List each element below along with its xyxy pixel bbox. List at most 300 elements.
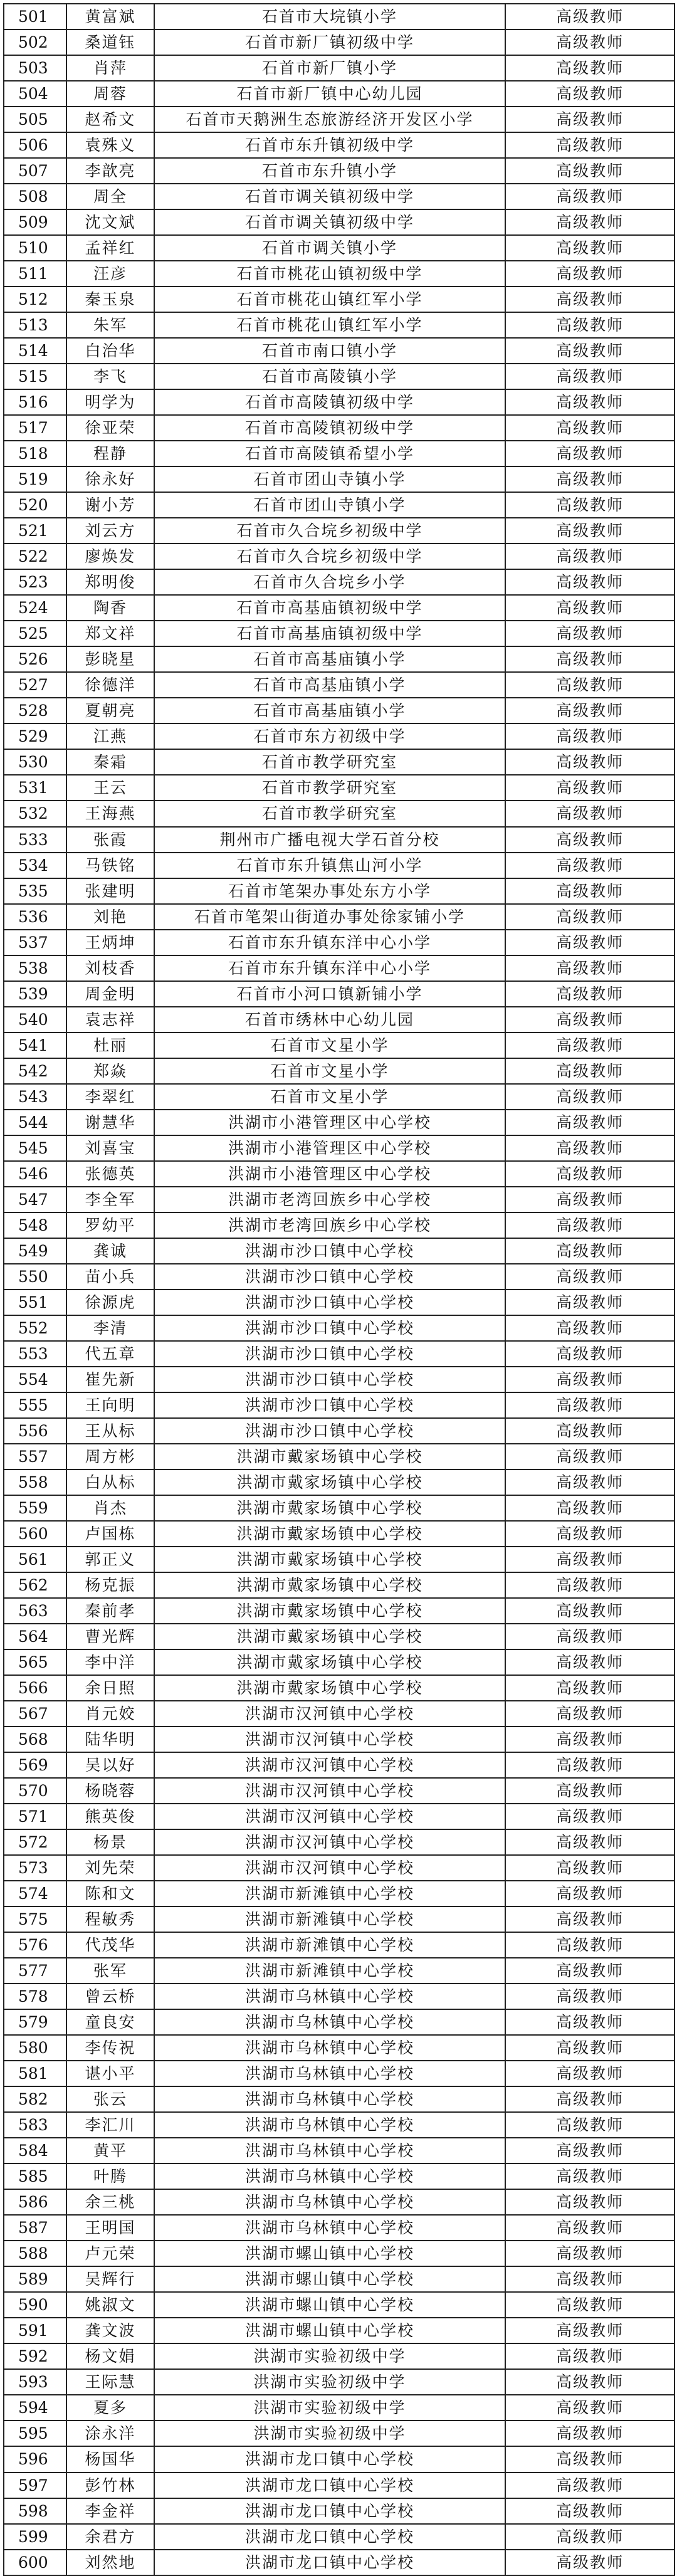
title-level-cell: 高级教师: [505, 466, 674, 492]
row-number-cell: 569: [4, 1752, 66, 1778]
title-level-cell: 高级教师: [505, 1598, 674, 1624]
row-number-cell: 577: [4, 1958, 66, 1984]
teacher-name-cell: 李全军: [66, 1187, 154, 1212]
title-level-cell: 高级教师: [505, 1264, 674, 1290]
title-level-cell: 高级教师: [505, 1649, 674, 1675]
title-level-cell: 高级教师: [505, 1932, 674, 1958]
school-name-cell: 石首市东升镇东洋中心小学: [154, 930, 505, 955]
row-number-cell: 517: [4, 415, 66, 441]
table-row: [4, 646, 674, 672]
table-row: [4, 1572, 674, 1598]
school-name-cell: 洪湖市戴家场镇中心学校: [154, 1624, 505, 1649]
teacher-name-cell: 吴以好: [66, 1752, 154, 1778]
table-row: [4, 2163, 674, 2189]
table-row: [4, 1212, 674, 1238]
title-level-cell: 高级教师: [505, 1547, 674, 1572]
teacher-name-cell: 王云: [66, 775, 154, 801]
table-row: [4, 2086, 674, 2112]
school-name-cell: 石首市久合垸乡初级中学: [154, 544, 505, 569]
school-name-cell: 洪湖市老湾回族乡中心学校: [154, 1187, 505, 1212]
school-name-cell: 洪湖市乌林镇中心学校: [154, 2009, 505, 2035]
row-number-cell: 521: [4, 518, 66, 544]
teacher-name-cell: 明学为: [66, 389, 154, 415]
school-name-cell: 洪湖市乌林镇中心学校: [154, 1984, 505, 2009]
title-level-cell: 高级教师: [505, 1238, 674, 1264]
school-name-cell: 石首市东方初级中学: [154, 723, 505, 749]
row-number-cell: 584: [4, 2138, 66, 2163]
school-name-cell: 石首市南口镇小学: [154, 338, 505, 364]
title-level-cell: 高级教师: [505, 1135, 674, 1161]
school-name-cell: 石首市调关镇初级中学: [154, 184, 505, 209]
row-number-cell: 515: [4, 364, 66, 389]
teacher-name-cell: 陆华明: [66, 1727, 154, 1752]
table-row: [4, 158, 674, 184]
teacher-name-cell: 彭竹林: [66, 2473, 154, 2498]
row-number-cell: 534: [4, 853, 66, 878]
row-number-cell: 599: [4, 2524, 66, 2550]
teacher-name-cell: 卢元荣: [66, 2241, 154, 2266]
row-number-cell: 592: [4, 2343, 66, 2369]
title-level-cell: 高级教师: [505, 646, 674, 672]
school-name-cell: 石首市高陵镇初级中学: [154, 389, 505, 415]
school-name-cell: 洪湖市戴家场镇中心学校: [154, 1547, 505, 1572]
teacher-name-cell: 杨景: [66, 1829, 154, 1855]
title-level-cell: 高级教师: [505, 415, 674, 441]
title-level-cell: 高级教师: [505, 2061, 674, 2086]
teacher-name-cell: 郑明俊: [66, 569, 154, 595]
teacher-name-cell: 刘先荣: [66, 1855, 154, 1881]
school-name-cell: 洪湖市乌林镇中心学校: [154, 2112, 505, 2138]
table-row: [4, 2189, 674, 2215]
teacher-name-cell: 余君方: [66, 2524, 154, 2550]
school-name-cell: 石首市高陵镇小学: [154, 364, 505, 389]
title-level-cell: 高级教师: [505, 1778, 674, 1804]
row-number-cell: 523: [4, 569, 66, 595]
table-row: [4, 1392, 674, 1418]
table-row: [4, 775, 674, 801]
title-level-cell: 高级教师: [505, 595, 674, 621]
school-name-cell: 洪湖市老湾回族乡中心学校: [154, 1212, 505, 1238]
school-name-cell: 洪湖市实验初级中学: [154, 2369, 505, 2395]
school-name-cell: 石首市绣林中心幼儿园: [154, 1007, 505, 1033]
title-level-cell: 高级教师: [505, 2086, 674, 2112]
teacher-name-cell: 王海燕: [66, 801, 154, 826]
title-level-cell: 高级教师: [505, 981, 674, 1007]
school-name-cell: 石首市调关镇小学: [154, 235, 505, 261]
title-level-cell: 高级教师: [505, 158, 674, 184]
teacher-name-cell: 李传祝: [66, 2035, 154, 2061]
table-row: [4, 2343, 674, 2369]
row-number-cell: 580: [4, 2035, 66, 2061]
row-number-cell: 572: [4, 1829, 66, 1855]
table-row: [4, 1675, 674, 1701]
table-row: [4, 415, 674, 441]
school-name-cell: 洪湖市沙口镇中心学校: [154, 1264, 505, 1290]
school-name-cell: 洪湖市小港管理区中心学校: [154, 1110, 505, 1135]
title-level-cell: 高级教师: [505, 1906, 674, 1932]
table-row: [4, 1752, 674, 1778]
school-name-cell: 石首市新厂镇小学: [154, 55, 505, 81]
title-level-cell: 高级教师: [505, 29, 674, 55]
row-number-cell: 501: [4, 4, 66, 29]
teacher-name-cell: 朱军: [66, 312, 154, 338]
table-row: [4, 1264, 674, 1290]
teacher-name-cell: 廖焕发: [66, 544, 154, 569]
title-level-cell: 高级教师: [505, 2369, 674, 2395]
row-number-cell: 539: [4, 981, 66, 1007]
row-number-cell: 564: [4, 1624, 66, 1649]
table-row: [4, 1033, 674, 1058]
table-row: [4, 364, 674, 389]
row-number-cell: 522: [4, 544, 66, 569]
teacher-name-cell: 孟祥红: [66, 235, 154, 261]
row-number-cell: 510: [4, 235, 66, 261]
title-level-cell: 高级教师: [505, 1033, 674, 1058]
table-row: [4, 29, 674, 55]
row-number-cell: 582: [4, 2086, 66, 2112]
teacher-name-cell: 江燕: [66, 723, 154, 749]
teacher-name-cell: 王际慧: [66, 2369, 154, 2395]
table-row: [4, 2446, 674, 2472]
table-row: [4, 466, 674, 492]
row-number-cell: 565: [4, 1649, 66, 1675]
table-row: [4, 2498, 674, 2524]
title-level-cell: 高级教师: [505, 1084, 674, 1110]
teacher-name-cell: 龚文波: [66, 2318, 154, 2343]
school-name-cell: 石首市教学研究室: [154, 775, 505, 801]
table-row: [4, 1701, 674, 1727]
title-level-cell: 高级教师: [505, 1804, 674, 1829]
row-number-cell: 596: [4, 2446, 66, 2472]
table-row: [4, 2112, 674, 2138]
title-level-cell: 高级教师: [505, 1187, 674, 1212]
row-number-cell: 527: [4, 672, 66, 698]
title-level-cell: 高级教师: [505, 2112, 674, 2138]
table-row: [4, 2138, 674, 2163]
row-number-cell: 544: [4, 1110, 66, 1135]
title-level-cell: 高级教师: [505, 2318, 674, 2343]
title-level-cell: 高级教师: [505, 2163, 674, 2189]
teacher-table: [3, 3, 675, 2576]
school-name-cell: 洪湖市实验初级中学: [154, 2343, 505, 2369]
table-row: [4, 1238, 674, 1264]
row-number-cell: 531: [4, 775, 66, 801]
school-name-cell: 石首市高陵镇希望小学: [154, 441, 505, 466]
school-name-cell: 洪湖市螺山镇中心学校: [154, 2266, 505, 2292]
row-number-cell: 511: [4, 261, 66, 287]
school-name-cell: 洪湖市汉河镇中心学校: [154, 1752, 505, 1778]
school-name-cell: 洪湖市沙口镇中心学校: [154, 1341, 505, 1367]
table-row: [4, 2292, 674, 2318]
row-number-cell: 585: [4, 2163, 66, 2189]
table-row: [4, 312, 674, 338]
title-level-cell: 高级教师: [505, 621, 674, 646]
row-number-cell: 587: [4, 2215, 66, 2241]
teacher-name-cell: 李汇川: [66, 2112, 154, 2138]
school-name-cell: 洪湖市戴家场镇中心学校: [154, 1572, 505, 1598]
teacher-name-cell: 苗小兵: [66, 1264, 154, 1290]
table-row: [4, 2524, 674, 2550]
teacher-name-cell: 李歆亮: [66, 158, 154, 184]
teacher-name-cell: 张建明: [66, 878, 154, 904]
school-name-cell: 洪湖市戴家场镇中心学校: [154, 1469, 505, 1495]
row-number-cell: 578: [4, 1984, 66, 2009]
table-row: [4, 1444, 674, 1469]
school-name-cell: 洪湖市螺山镇中心学校: [154, 2241, 505, 2266]
school-name-cell: 洪湖市戴家场镇中心学校: [154, 1444, 505, 1469]
title-level-cell: 高级教师: [505, 1752, 674, 1778]
teacher-name-cell: 张德英: [66, 1161, 154, 1187]
row-number-cell: 533: [4, 827, 66, 853]
teacher-name-cell: 李翠红: [66, 1084, 154, 1110]
row-number-cell: 562: [4, 1572, 66, 1598]
title-level-cell: 高级教师: [505, 235, 674, 261]
school-name-cell: 洪湖市戴家场镇中心学校: [154, 1521, 505, 1547]
table-row: [4, 2473, 674, 2498]
title-level-cell: 高级教师: [505, 2473, 674, 2498]
title-level-cell: 高级教师: [505, 723, 674, 749]
teacher-name-cell: 代茂华: [66, 1932, 154, 1958]
row-number-cell: 537: [4, 930, 66, 955]
teacher-name-cell: 张军: [66, 1958, 154, 1984]
teacher-name-cell: 涂永洋: [66, 2421, 154, 2446]
row-number-cell: 548: [4, 1212, 66, 1238]
table-row: [4, 1958, 674, 1984]
table-row: [4, 1547, 674, 1572]
row-number-cell: 583: [4, 2112, 66, 2138]
title-level-cell: 高级教师: [505, 184, 674, 209]
title-level-cell: 高级教师: [505, 2215, 674, 2241]
teacher-name-cell: 张云: [66, 2086, 154, 2112]
title-level-cell: 高级教师: [505, 2292, 674, 2318]
teacher-name-cell: 周全: [66, 184, 154, 209]
teacher-name-cell: 刘喜宝: [66, 1135, 154, 1161]
title-level-cell: 高级教师: [505, 2241, 674, 2266]
row-number-cell: 551: [4, 1290, 66, 1315]
school-name-cell: 石首市笔架山街道办事处徐家铺小学: [154, 904, 505, 930]
school-name-cell: 洪湖市沙口镇中心学校: [154, 1315, 505, 1341]
table-row: [4, 1521, 674, 1547]
table-row: [4, 723, 674, 749]
table-row: [4, 1829, 674, 1855]
row-number-cell: 543: [4, 1084, 66, 1110]
teacher-name-cell: 赵希文: [66, 107, 154, 132]
school-name-cell: 石首市文星小学: [154, 1058, 505, 1084]
title-level-cell: 高级教师: [505, 930, 674, 955]
title-level-cell: 高级教师: [505, 1469, 674, 1495]
row-number-cell: 509: [4, 209, 66, 235]
table-row: [4, 698, 674, 723]
teacher-name-cell: 龚诚: [66, 1238, 154, 1264]
teacher-name-cell: 杨克振: [66, 1572, 154, 1598]
teacher-name-cell: 谢慧华: [66, 1110, 154, 1135]
school-name-cell: 石首市大垸镇小学: [154, 4, 505, 29]
school-name-cell: 洪湖市龙口镇中心学校: [154, 2498, 505, 2524]
row-number-cell: 536: [4, 904, 66, 930]
teacher-name-cell: 杨国华: [66, 2446, 154, 2472]
school-name-cell: 洪湖市乌林镇中心学校: [154, 2086, 505, 2112]
title-level-cell: 高级教师: [505, 1675, 674, 1701]
table-row: [4, 878, 674, 904]
table-row: [4, 1649, 674, 1675]
school-name-cell: 洪湖市乌林镇中心学校: [154, 2189, 505, 2215]
teacher-table-body: [4, 4, 674, 2575]
row-number-cell: 503: [4, 55, 66, 81]
teacher-name-cell: 黄富斌: [66, 4, 154, 29]
title-level-cell: 高级教师: [505, 1444, 674, 1469]
table-row: [4, 1341, 674, 1367]
teacher-name-cell: 余三桃: [66, 2189, 154, 2215]
teacher-name-cell: 汪彦: [66, 261, 154, 287]
table-row: [4, 672, 674, 698]
row-number-cell: 589: [4, 2266, 66, 2292]
title-level-cell: 高级教师: [505, 2498, 674, 2524]
title-level-cell: 高级教师: [505, 107, 674, 132]
row-number-cell: 538: [4, 955, 66, 981]
title-level-cell: 高级教师: [505, 1007, 674, 1033]
title-level-cell: 高级教师: [505, 2035, 674, 2061]
school-name-cell: 石首市东升镇初级中学: [154, 132, 505, 158]
row-number-cell: 535: [4, 878, 66, 904]
school-name-cell: 石首市新厂镇中心幼儿园: [154, 81, 505, 107]
row-number-cell: 505: [4, 107, 66, 132]
school-name-cell: 洪湖市戴家场镇中心学校: [154, 1598, 505, 1624]
row-number-cell: 566: [4, 1675, 66, 1701]
row-number-cell: 529: [4, 723, 66, 749]
teacher-name-cell: 杨文娟: [66, 2343, 154, 2369]
table-row: [4, 2061, 674, 2086]
row-number-cell: 591: [4, 2318, 66, 2343]
table-row: [4, 1906, 674, 1932]
row-number-cell: 513: [4, 312, 66, 338]
title-level-cell: 高级教师: [505, 1341, 674, 1367]
school-name-cell: 洪湖市乌林镇中心学校: [154, 2163, 505, 2189]
table-row: [4, 569, 674, 595]
title-level-cell: 高级教师: [505, 1367, 674, 1392]
title-level-cell: 高级教师: [505, 4, 674, 29]
teacher-name-cell: 郑文祥: [66, 621, 154, 646]
teacher-name-cell: 徐永好: [66, 466, 154, 492]
school-name-cell: 洪湖市乌林镇中心学校: [154, 2035, 505, 2061]
title-level-cell: 高级教师: [505, 261, 674, 287]
row-number-cell: 540: [4, 1007, 66, 1033]
table-row: [4, 1418, 674, 1444]
teacher-name-cell: 王向明: [66, 1392, 154, 1418]
teacher-name-cell: 谌小平: [66, 2061, 154, 2086]
title-level-cell: 高级教师: [505, 209, 674, 235]
teacher-name-cell: 马铁铭: [66, 853, 154, 878]
row-number-cell: 594: [4, 2395, 66, 2421]
table-row: [4, 544, 674, 569]
school-name-cell: 石首市高基庙镇初级中学: [154, 595, 505, 621]
school-name-cell: 石首市笔架办事处东方小学: [154, 878, 505, 904]
row-number-cell: 506: [4, 132, 66, 158]
table-row: [4, 1855, 674, 1881]
title-level-cell: 高级教师: [505, 904, 674, 930]
teacher-name-cell: 杨晓蓉: [66, 1778, 154, 1804]
school-name-cell: 石首市高基庙镇小学: [154, 672, 505, 698]
row-number-cell: 516: [4, 389, 66, 415]
school-name-cell: 洪湖市戴家场镇中心学校: [154, 1649, 505, 1675]
school-name-cell: 洪湖市戴家场镇中心学校: [154, 1495, 505, 1521]
table-row: [4, 1932, 674, 1958]
school-name-cell: 洪湖市新滩镇中心学校: [154, 1932, 505, 1958]
row-number-cell: 547: [4, 1187, 66, 1212]
table-row: [4, 338, 674, 364]
title-level-cell: 高级教师: [505, 364, 674, 389]
school-name-cell: 石首市新厂镇初级中学: [154, 29, 505, 55]
table-row: [4, 904, 674, 930]
school-name-cell: 石首市教学研究室: [154, 801, 505, 826]
school-name-cell: 洪湖市新滩镇中心学校: [154, 1906, 505, 1932]
table-row: [4, 1315, 674, 1341]
teacher-name-cell: 曾云桥: [66, 1984, 154, 2009]
row-number-cell: 559: [4, 1495, 66, 1521]
title-level-cell: 高级教师: [505, 1212, 674, 1238]
school-name-cell: 洪湖市沙口镇中心学校: [154, 1392, 505, 1418]
teacher-name-cell: 陈和文: [66, 1881, 154, 1906]
table-row: [4, 1598, 674, 1624]
table-row: [4, 1804, 674, 1829]
teacher-name-cell: 周方彬: [66, 1444, 154, 1469]
title-level-cell: 高级教师: [505, 1315, 674, 1341]
title-level-cell: 高级教师: [505, 2550, 674, 2575]
row-number-cell: 518: [4, 441, 66, 466]
teacher-name-cell: 刘云方: [66, 518, 154, 544]
row-number-cell: 504: [4, 81, 66, 107]
row-number-cell: 571: [4, 1804, 66, 1829]
table-row: [4, 1161, 674, 1187]
teacher-name-cell: 李飞: [66, 364, 154, 389]
school-name-cell: 石首市高基庙镇小学: [154, 646, 505, 672]
table-row: [4, 235, 674, 261]
school-name-cell: 石首市东升镇小学: [154, 158, 505, 184]
school-name-cell: 洪湖市小港管理区中心学校: [154, 1135, 505, 1161]
row-number-cell: 570: [4, 1778, 66, 1804]
title-level-cell: 高级教师: [505, 801, 674, 826]
teacher-name-cell: 谢小芳: [66, 492, 154, 518]
title-level-cell: 高级教师: [505, 544, 674, 569]
school-name-cell: 洪湖市沙口镇中心学校: [154, 1367, 505, 1392]
table-row: [4, 1084, 674, 1110]
table-row: [4, 1469, 674, 1495]
school-name-cell: 石首市高基庙镇初级中学: [154, 621, 505, 646]
row-number-cell: 507: [4, 158, 66, 184]
school-name-cell: 石首市小河口镇新铺小学: [154, 981, 505, 1007]
table-row: [4, 209, 674, 235]
row-number-cell: 512: [4, 287, 66, 312]
title-level-cell: 高级教师: [505, 749, 674, 775]
row-number-cell: 546: [4, 1161, 66, 1187]
teacher-name-cell: 秦玉泉: [66, 287, 154, 312]
teacher-name-cell: 徐亚荣: [66, 415, 154, 441]
row-number-cell: 528: [4, 698, 66, 723]
teacher-name-cell: 郭正义: [66, 1547, 154, 1572]
table-row: [4, 261, 674, 287]
row-number-cell: 532: [4, 801, 66, 826]
row-number-cell: 581: [4, 2061, 66, 2086]
teacher-name-cell: 沈文斌: [66, 209, 154, 235]
school-name-cell: 石首市东升镇焦山河小学: [154, 853, 505, 878]
row-number-cell: 593: [4, 2369, 66, 2395]
title-level-cell: 高级教师: [505, 1161, 674, 1187]
title-level-cell: 高级教师: [505, 287, 674, 312]
teacher-name-cell: 周蓉: [66, 81, 154, 107]
school-name-cell: 洪湖市新滩镇中心学校: [154, 1881, 505, 1906]
school-name-cell: 洪湖市沙口镇中心学校: [154, 1418, 505, 1444]
table-row: [4, 389, 674, 415]
teacher-name-cell: 叶腾: [66, 2163, 154, 2189]
